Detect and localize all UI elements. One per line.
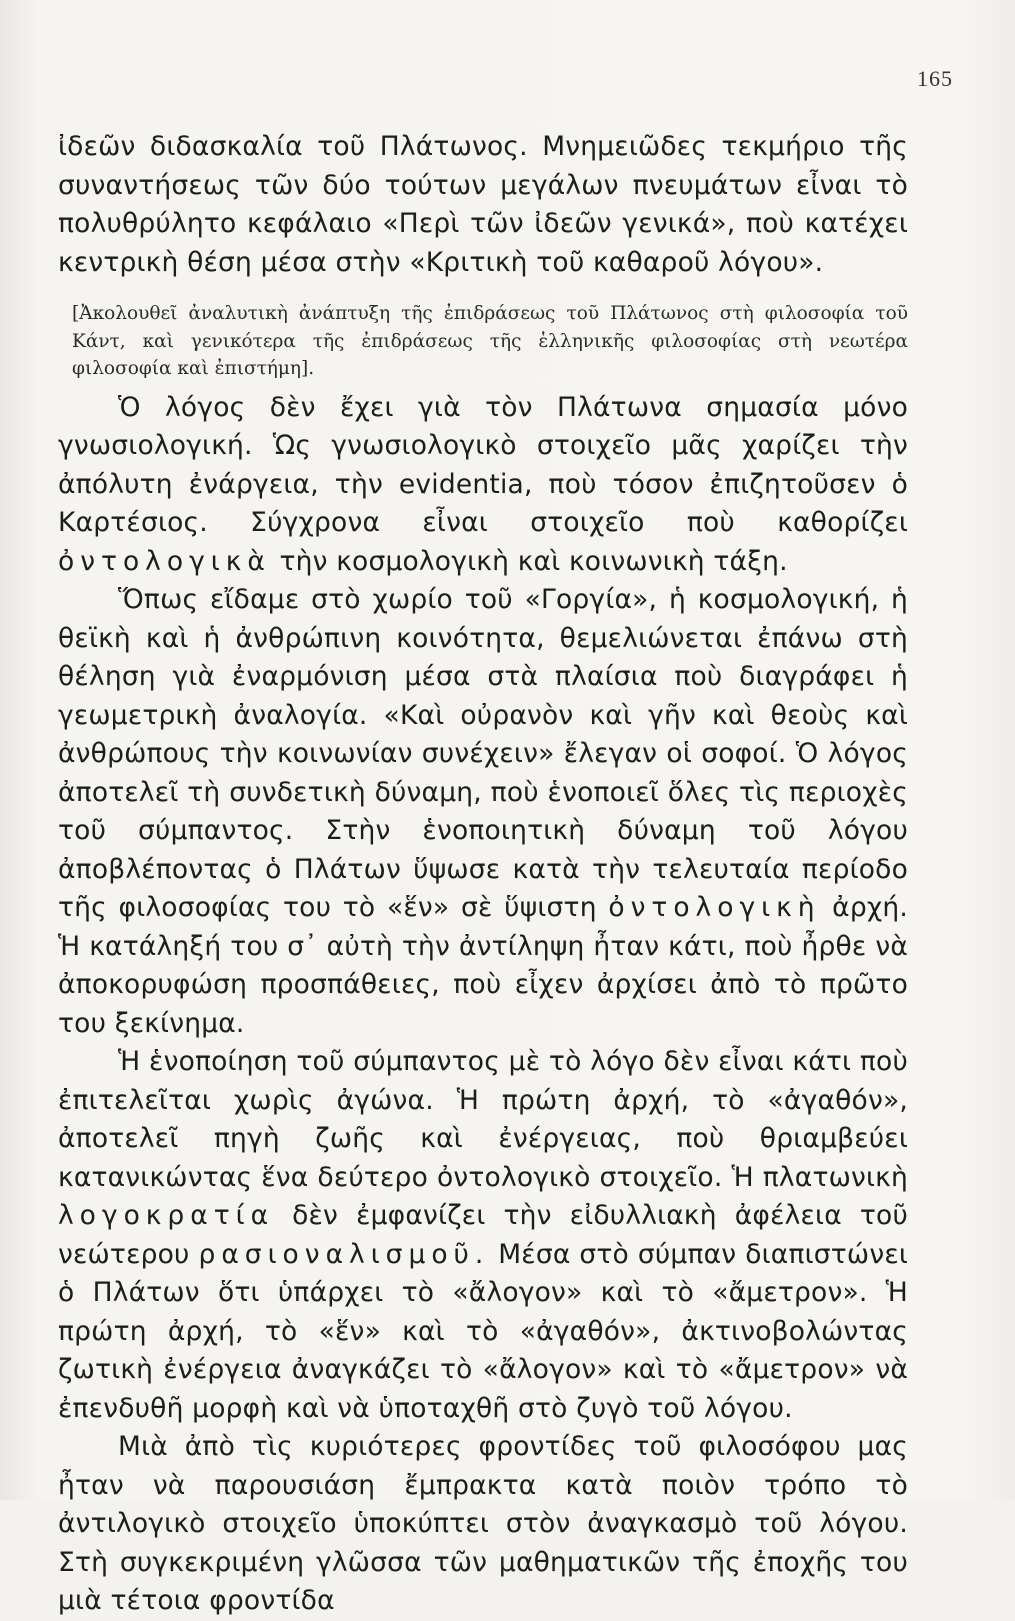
editorial-note: [Ἀκολουθεῖ ἀναλυτικὴ ἀνάπτυξη τῆς ἐπιδράσεως τοῦ Πλάτωνος στὴ φιλοσοφία τοῦ Κάντ, καὶ γενικότερα τῆς ἐπιδράσεως τῆς ἑλληνικῆς φιλοσοφίας στὴ νεωτέρα φιλοσοφία καὶ ἐπιστήμη].: [72, 303, 908, 379]
paragraph-4: [58, 1043, 908, 1428]
paragraph-5: Μιὰ ἀπὸ τὶς κυριότερες φροντίδες τοῦ φιλοσόφου μας ἦταν νὰ παρουσιάση ἔμπρακτα κατὰ ποιὸν τρόπο τὸ ἀντιλογικὸ στοιχεῖο ὑποκύπτει στὸν ἀναγκασμὸ τοῦ λόγου. Στὴ συγκεκριμένη γλῶσσα τῶν μαθηματικῶν τῆς ἐποχῆς του μιὰ τέτοια φροντίδα: [58, 1431, 908, 1616]
paragraph-1: ἰδεῶν διδασκαλία τοῦ Πλάτωνος. Μνημειῶδες τεκμήριο τῆς συναντήσεως τῶν δύο τούτων μεγάλων πνευμάτων εἶναι τὸ πολυθρύλητο κεφάλαιο «Περὶ τῶν ἰδεῶν γενικά», ποὺ κατέχει κεντρικὴ θέση μέσα στὴν «Κριτικὴ τοῦ καθαροῦ λόγου».: [58, 131, 908, 278]
paragraph-4-text-b: δὲν ἐμφανίζει τὴν εἰδυλλιακὴ ἀφέλεια τοῦ νεώτερου: [58, 1200, 909, 1270]
paragraph-2-text-a: Ὁ λόγος δὲν ἔχει γιὰ τὸν Πλάτωνα σημασία μόνο γνωσιολογική. Ὡς γνωσιολογικὸ στοιχεῖο μᾶς χαρίζει τὴν ἀπόλυτη ἐνάργεια, τὴν evidentia, ποὺ τόσον ἐπιζητοῦσεν ὁ Καρτέσιος. Σύγχρονα εἶναι στοιχεῖο ποὺ καθορίζει: [58, 391, 908, 538]
emphasis-logokratia: λογοκρατία: [58, 1200, 275, 1231]
emphasis-ontologiki: ὀντολογικὴ: [608, 892, 821, 923]
paragraph-3: [58, 581, 908, 1043]
body-text: [58, 128, 908, 1621]
page-number: 165: [917, 66, 953, 91]
emphasis-rasionalismou: ρασιοναλισμοῦ.: [198, 1238, 490, 1270]
emphasis-ontologika: ὀντολογικὰ: [58, 545, 271, 577]
paragraph-3-text-b: ἀρχή. Ἡ κατάληξή του σ᾽ αὐτὴ τὴν ἀντίληψη ἦταν κάτι, ποὺ ἦρθε νὰ ἀποκορυφώση προσπάθειες, ποὺ εἶχεν ἀρχίσει ἀπὸ τὸ πρῶτο του ξεκίνημα.: [58, 892, 908, 1039]
paragraph-4-text-c: Μέσα στὸ σύμπαν διαπιστώνει ὁ Πλάτων ὅτι ὑπάρχει τὸ «ἄλογον» καὶ τὸ «ἄμετρον». Ἡ πρώτη ἀρχή, τὸ «ἕν» καὶ τὸ «ἀγαθόν», ἀκτινοβολώντας ζωτικὴ ἐνέργεια ἀναγκάζει τὸ «ἄλογον» καὶ τὸ «ἄμετρον» νὰ ἐπενδυθῆ μορφὴ καὶ νὰ ὑποταχθῆ στὸ ζυγὸ τοῦ λόγου.: [58, 1238, 909, 1424]
paragraph-4-text-a: Ἡ ἑνοποίηση τοῦ σύμπαντος μὲ τὸ λόγο δὲν εἶναι κάτι ποὺ ἐπιτελεῖται χωρὶς ἀγώνα. Ἡ πρώτη ἀρχή, τὸ «ἀγαθόν», ἀποτελεῖ πηγὴ ζωῆς καὶ ἐνέργειας, ποὺ θριαμβεύει κατανικώντας ἕνα δεύτερο ὀντολογικὸ στοιχεῖο. Ἡ πλατωνικὴ: [58, 1046, 908, 1193]
paragraph-2: [58, 389, 908, 582]
paragraph-2-text-b: τὴν κοσμολογικὴ καὶ κοινωνικὴ τάξη.: [279, 545, 788, 577]
paragraph-3-text-a: Ὅπως εἴδαμε στὸ χωρίο τοῦ «Γοργία», ἡ κοσμολογική, ἡ θεϊκὴ καὶ ἡ ἀνθρώπινη κοινότητα, θεμελιώνεται ἐπάνω στὴ θέληση γιὰ ἐναρμόνιση μέσα στὰ πλαίσια ποὺ διαγράφει ἡ γεωμετρικὴ ἀναλογία. «Καὶ οὐρανὸν καὶ γῆν καὶ θεοὺς καὶ ἀνθρώπους τὴν κοινωνίαν συνέχειν» ἔλεγαν οἱ σοφοί. Ὁ λόγος ἀποτελεῖ τὴ συνδετικὴ δύναμη, ποὺ ἑνοποιεῖ ὅλες τὶς περιοχὲς τοῦ σύμπαντος. Στὴν ἑνοποιητικὴ δύναμη τοῦ λόγου ἀποβλέποντας ὁ Πλάτων ὕψωσε κατὰ τὴν τελευταία περίοδο τῆς φιλοσοφίας του τὸ «ἕν» σὲ ὕψιστη: [58, 584, 908, 923]
